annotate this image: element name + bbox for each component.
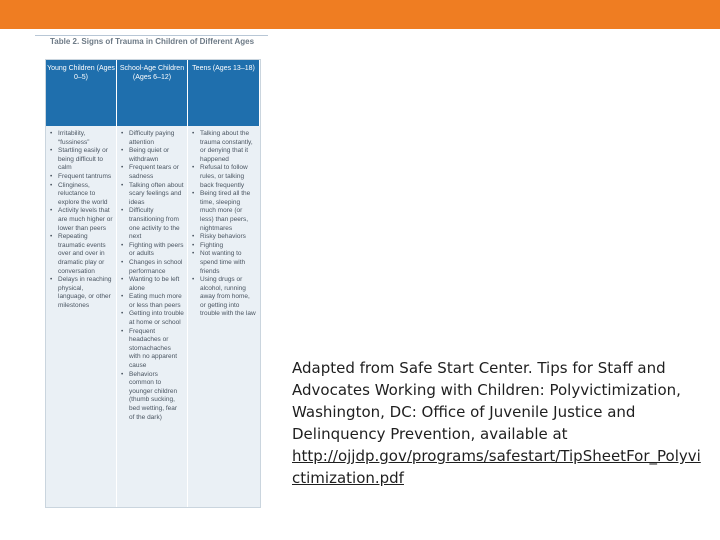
list-item: • Fighting with peers or adults xyxy=(121,242,184,259)
trauma-signs-table-image xyxy=(35,32,268,506)
list-item: • Frequent headaches or stomachaches with no apparent cause xyxy=(121,328,184,371)
list-item: • Talking about the trauma constantly, or denying that it happened xyxy=(192,130,257,164)
list-item: • Irritability, “fussiness” xyxy=(50,130,113,147)
list-item: • Wanting to be left alone xyxy=(121,276,184,293)
citation-block xyxy=(292,357,707,489)
list-item: • Being quiet or withdrawn xyxy=(121,147,184,164)
list-item: • Behaviors common to younger children (thumb sucking, bed wetting, fear of the dark) xyxy=(121,371,184,423)
list-item: • Difficulty paying attention xyxy=(121,130,184,147)
column-teens xyxy=(188,126,260,507)
table-grid xyxy=(45,59,261,508)
header-young-children: Young Children (Ages 0–5) xyxy=(46,60,117,126)
list-item: • Fighting xyxy=(192,242,257,251)
header-school-age-children: School-Age Children (Ages 6–12) xyxy=(117,60,188,126)
citation-link[interactable]: http://ojjdp.gov/programs/safestart/TipSheetFor_Polyvictimization.pdf xyxy=(292,447,701,487)
school-age-children-list xyxy=(121,130,184,422)
list-item: • Activity levels that are much higher or lower than peers xyxy=(50,207,113,233)
list-item: • Getting into trouble at home or school xyxy=(121,310,184,327)
list-item: • Frequent tantrums xyxy=(50,173,113,182)
list-item: • Difficulty transitioning from one activity to the next xyxy=(121,207,184,241)
list-item: • Repeating traumatic events over and over in dramatic play or conversation xyxy=(50,233,113,276)
young-children-list xyxy=(50,130,113,310)
list-item: • Clinginess, reluctance to explore the world xyxy=(50,182,113,208)
header-teens: Teens (Ages 13–18) xyxy=(188,60,260,126)
column-young-children xyxy=(46,126,117,507)
citation-text: Adapted from Safe Start Center. Tips for Staff and Advocates Working with Children: Polyvictimization, Washington, DC: Office of Juvenile Justice and Delinquency Prevention, available at xyxy=(292,359,681,443)
list-item: • Eating much more or less than peers xyxy=(121,293,184,310)
list-item: • Delays in reaching physical, language, or other milestones xyxy=(50,276,113,310)
teens-list xyxy=(192,130,257,319)
list-item: • Changes in school performance xyxy=(121,259,184,276)
list-item: • Startling easily or being difficult to calm xyxy=(50,147,113,173)
top-accent-bar xyxy=(0,0,720,29)
table-title: Table 2. Signs of Trauma in Children of Different Ages xyxy=(49,37,255,46)
list-item: • Risky behaviors xyxy=(192,233,257,242)
table-top-rule xyxy=(35,35,268,36)
list-item: • Talking often about scary feelings and ideas xyxy=(121,182,184,208)
column-school-age-children xyxy=(117,126,188,507)
list-item: • Frequent tears or sadness xyxy=(121,164,184,181)
list-item: • Using drugs or alcohol, running away from home, or getting into trouble with the law xyxy=(192,276,257,319)
list-item: • Not wanting to spend time with friends xyxy=(192,250,257,276)
list-item: • Refusal to follow rules, or talking back frequently xyxy=(192,164,257,190)
list-item: • Being tired all the time, sleeping much more (or less) than peers, nightmares xyxy=(192,190,257,233)
